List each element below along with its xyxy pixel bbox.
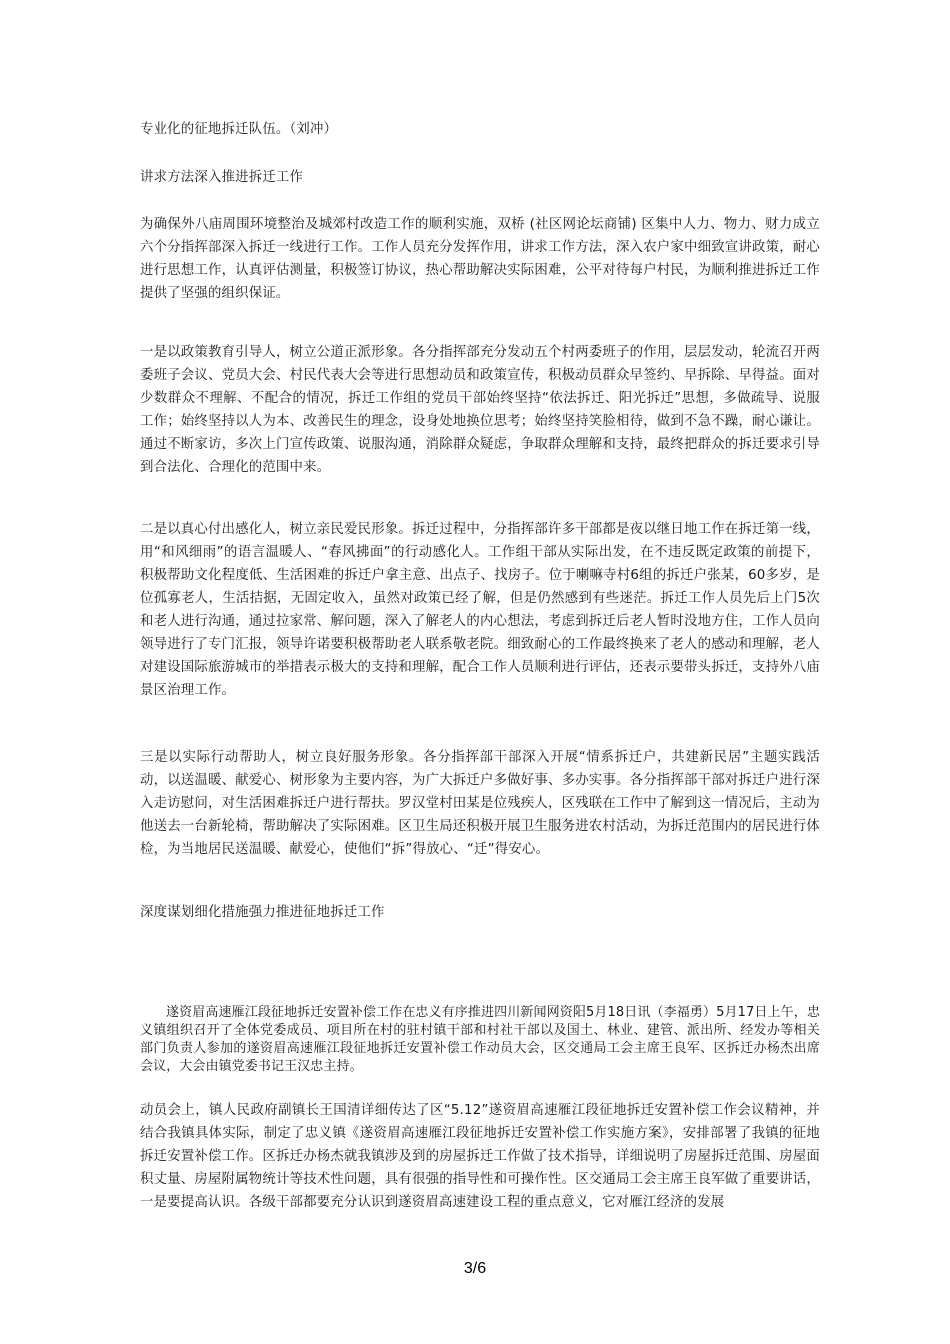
section-heading: 深度谋划细化措施强力推进征地拆迁工作 xyxy=(140,905,385,920)
body-paragraph: 三是以实际行动帮助人，树立良好服务形象。各分指挥部干部深入开展“情系拆迁户，共建新民居”主题实践活动，以送温暖、献爱心、树形象为主要内容，为广大拆迁户多做好事、多办实事。各分指挥部干部对拆迁户进行深入走访慰问，对生活困难拆迁户进行帮扶。罗汉堂村田某是位残疾人，区残联在工作中了解到这一情况后，主动为他送去一台新轮椅，帮助解决了实际困难。区卫生局还积极开展卫生服务进农村活动，为拆迁范围内的居民进行体检，为当地居民送温暖、献爱心，使他们“拆”得放心、“迁”得安心。 xyxy=(140,750,820,857)
news-paragraph: 遂资眉高速雁江段征地拆迁安置补偿工作在忠义有序推进四川新闻网资阳5月18日讯（李福勇）5月17日上午，忠义镇组织召开了全体党委成员、项目所在村的驻村镇干部和村社干部以及国土、林业、建管、派出所、经发办等相关部门负责人参加的遂资眉高速雁江段征地拆迁安置补偿工作动员大会，区交通局工会主席王良军、区拆迁办杨杰出席会议，大会由镇党委书记王汉忠主持。 xyxy=(140,1005,820,1074)
page-number: 3/6 xyxy=(463,1260,487,1277)
section-heading: 讲求方法深入推进拆迁工作 xyxy=(140,170,304,185)
body-paragraph: 一是以政策教育引导人，树立公道正派形象。各分指挥部充分发动五个村两委班子的作用，层层发动，轮流召开两委班子会议、党员大会、村民代表大会等进行思想动员和政策宣传，积极动员群众早签约、早拆除、早得益。面对少数群众不理解、不配合的情况，拆迁工作组的党员干部始终坚持“依法拆迁、阳光拆迁”思想，多做疏导、说服工作；始终坚持以人为本、改善民生的理念，设身处地换位思考；始终坚持笑脸相待，做到不急不躁，耐心谦让。通过不断家访，多次上门宣传政策、说服沟通，消除群众疑虑，争取群众理解和支持，最终把群众的拆迁要求引导到合法化、合理化的范围中来。 xyxy=(140,345,820,475)
body-paragraph: 动员会上，镇人民政府副镇长王国清详细传达了区“5.12”遂资眉高速雁江段征地拆迁安置补偿工作会议精神，并结合我镇具体实际，制定了忠义镇《遂资眉高速雁江段征地拆迁安置补偿工作实施方案》，安排部署了我镇的征地拆迁安置补偿工作。区拆迁办杨杰就我镇涉及到的房屋拆迁工作做了技术指导，详细说明了房屋拆迁范围、房屋面积丈量、房屋附属物统计等技术性问题，具有很强的指导性和可操作性。区交通局工会主席王良军做了重要讲话，一是要提高认识。各级干部都要充分认识到遂资眉高速建设工程的重点意义，它对雁江经济的发展 xyxy=(140,1103,820,1210)
body-paragraph: 二是以真心付出感化人，树立亲民爱民形象。拆迁过程中，分指挥部许多干部都是夜以继日地工作在拆迁第一线，用“和风细雨”的语言温暖人、“春风拂面”的行动感化人。工作组干部从实际出发，在不违反既定政策的前提下，积极帮助文化程度低、生活困难的拆迁户拿主意、出点子、找房子。位于喇嘛寺村6组的拆迁户张某，60多岁，是位孤寡老人，生活拮据，无固定收入，虽然对政策已经了解，但是仍然感到有些迷茫。拆迁工作人员先后上门5次和老人进行沟通，通过拉家常、解问题，深入了解老人的内心想法，考虑到拆迁后老人暂时没地方住，工作人员向领导进行了专门汇报，领导许诺要积极帮助老人联系敬老院。细致耐心的工作最终换来了老人的感动和理解，老人对建设国际旅游城市的举措表示极大的支持和理解，配合工作人员顺利进行评估，还表示要带头拆迁，支持外八庙景区治理工作。 xyxy=(140,522,820,698)
intro-line: 专业化的征地拆迁队伍。（刘冲） xyxy=(140,122,338,137)
body-paragraph: 为确保外八庙周围环境整治及城郊村改造工作的顺利实施，双桥 (社区网论坛商铺) 区集中人力、物力、财力成立六个分指挥部深入拆迁一线进行工作。工作人员充分发挥作用，讲求工作方法，深入农户家中细致宣讲政策，耐心进行思想工作，认真评估测量，积极签订协议，热心帮助解决实际困难，公平对待每户村民，为顺利推进拆迁工作提供了坚强的组织保证。 xyxy=(140,217,820,301)
